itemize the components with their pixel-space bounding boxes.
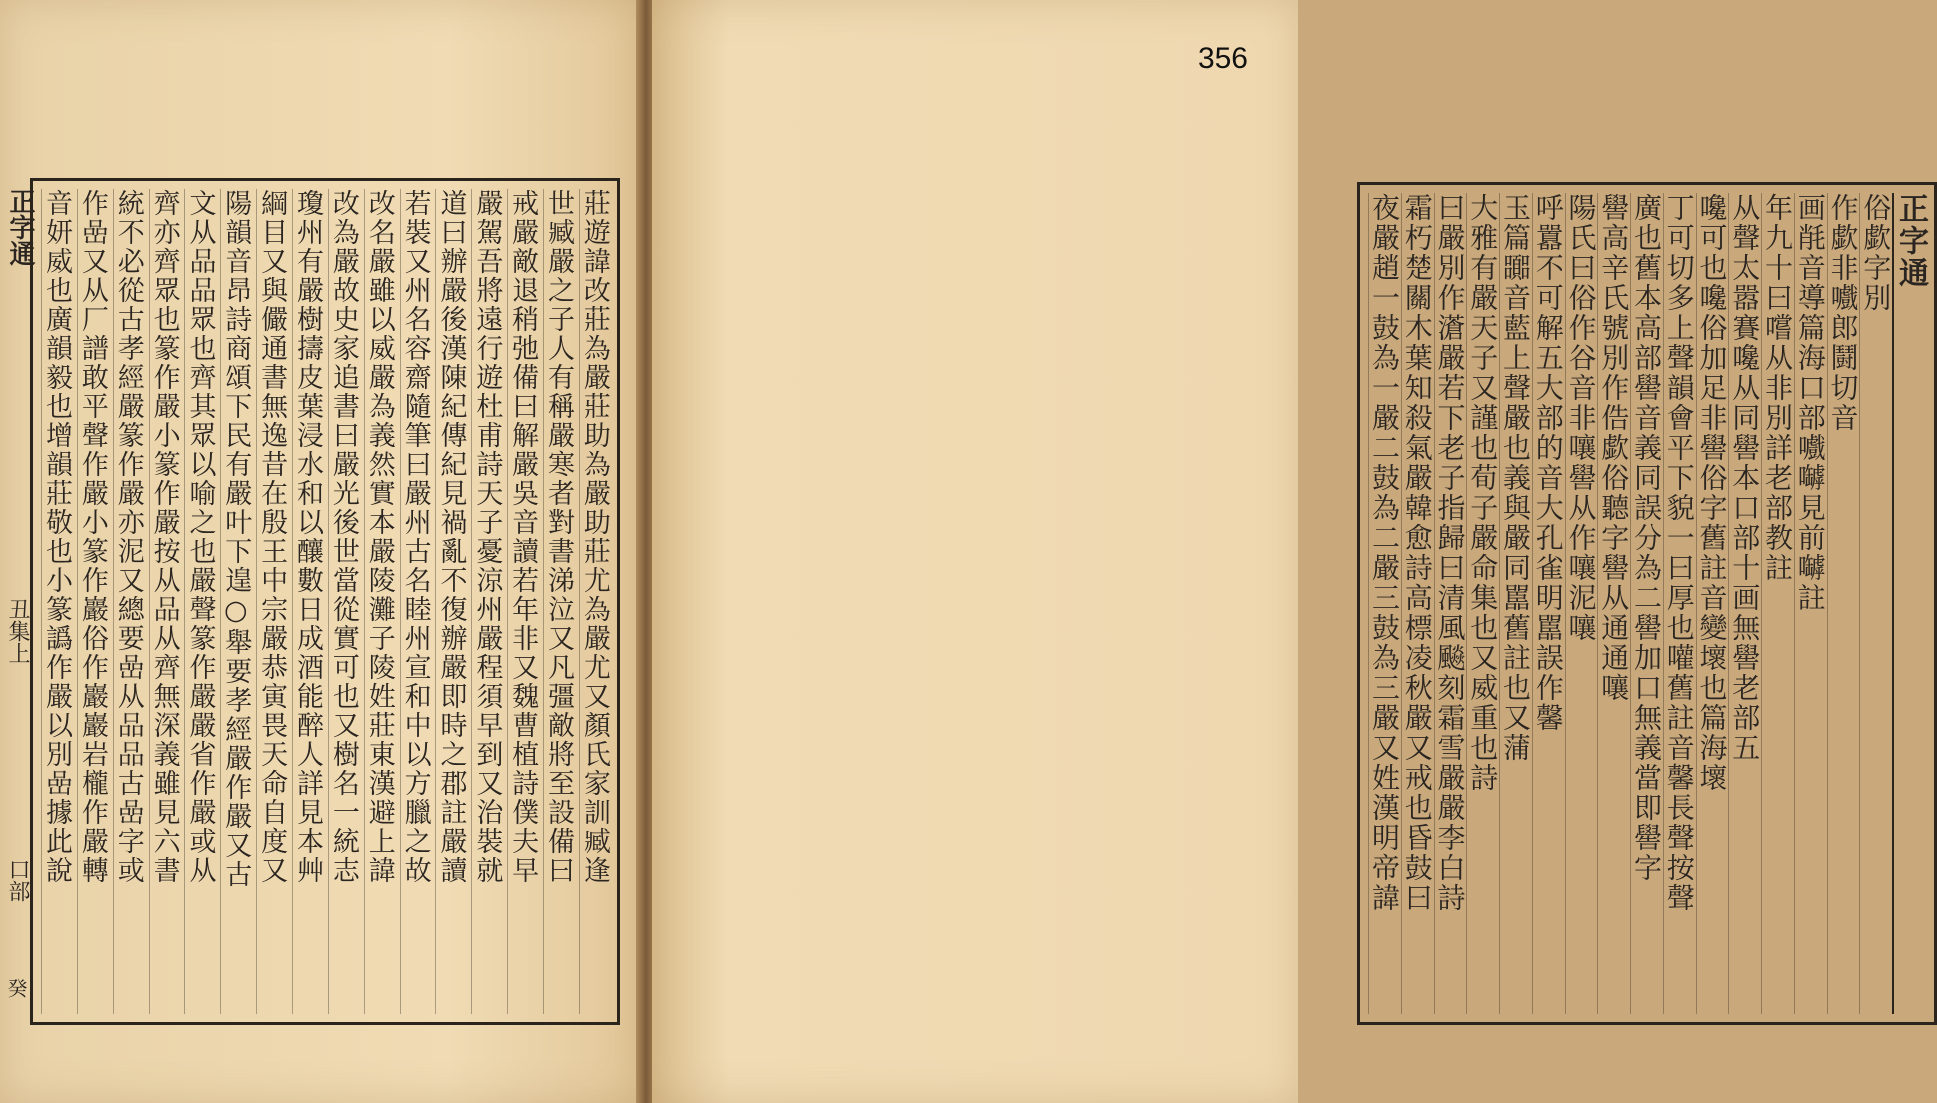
text-column: 年九十曰嚐从非別詳老部教註 xyxy=(1761,193,1792,1014)
text-column: 呼囂不可解五大部的音大孔雀明嚚誤作馨 xyxy=(1532,193,1563,1014)
left-band-folio: 癸 xyxy=(4,978,28,998)
text-column: 改名嚴雖以威嚴為義然實本嚴陵灘子陵姓莊東漢避上諱 xyxy=(364,189,394,1014)
text-column: 玉篇嚻音藍上聲嚴也義與嚴同嚚舊註也又蒲 xyxy=(1499,193,1530,1014)
page-number: 356 xyxy=(1197,42,1248,75)
right-text-frame xyxy=(1357,182,1937,1025)
left-columns xyxy=(41,189,609,1014)
text-column: 陽氏曰俗作谷音非嚷嚳从作嚷泥嚷 xyxy=(1565,193,1596,1014)
text-column: 廣也舊本高部嚳音義同誤分為二嚳加口無義當即嚳字 xyxy=(1630,193,1661,1014)
text-column: 画㲖音導篇海口部嚱嚹見前嚹註 xyxy=(1794,193,1825,1014)
left-band-radical: 口部 xyxy=(5,858,30,902)
text-column: 道曰辦嚴後漢陳紀傳紀見禍亂不復辦嚴即時之郡註嚴讀 xyxy=(435,189,465,1014)
text-column: 俗歔字別 xyxy=(1859,193,1890,1014)
text-column: 綱目又與儼通書無逸昔在殷王中宗嚴恭寅畏天命自度又 xyxy=(256,189,286,1014)
right-page xyxy=(652,0,1928,1103)
text-column: 陽韻音昂詩商頌下民有嚴叶下遑○舉要孝經嚴作嚴又古 xyxy=(220,189,250,1014)
text-column: 世臧嚴之子人有稱嚴寒者對書涕泣又凡彊敵將至設備曰 xyxy=(543,189,573,1014)
text-column: 若裝又州名容齋隨筆曰嚴州古名睦州宣和中以方臘之故 xyxy=(400,189,430,1014)
left-band-title: 正字通 xyxy=(5,188,35,266)
text-column: 統不必從古孝經嚴篆作嚴亦泥又總要嵒从品品古嵒字或 xyxy=(113,189,143,1014)
left-page xyxy=(0,0,640,1103)
text-column: 瓊州有嚴樹擣皮葉浸水和以釀數日成酒能醉人詳見本艸 xyxy=(292,189,322,1014)
text-column: 夜嚴趙一鼓為一嚴二鼓為二嚴三鼓為三嚴又姓漢明帝諱 xyxy=(1368,193,1399,1014)
left-margin-band xyxy=(0,178,35,1025)
right-columns xyxy=(1368,193,1926,1014)
text-column: 大雅有嚴天子又謹也荀子嚴命集也又威重也詩 xyxy=(1466,193,1497,1014)
text-column: 嚳高辛氏號別作俈歔俗聽字嚳从通通嚷 xyxy=(1597,193,1628,1014)
text-column: 嚵可也嚵俗加足非嚳俗字舊註音變壞也篇海壞 xyxy=(1696,193,1727,1014)
right-band-title: 正字通 xyxy=(1892,193,1926,1014)
text-column: 音妍威也廣韻毅也增韻莊敬也小篆譌作嚴以別嵒據此說 xyxy=(41,189,71,1014)
text-column: 改為嚴故史家追書曰嚴光後世當從實可也又樹名一統志 xyxy=(328,189,358,1014)
left-band-section: 丑集上 xyxy=(5,598,30,664)
text-column: 齊亦齊眾也篆作嚴小篆作嚴按从品从齊無深義雖見六書 xyxy=(149,189,179,1014)
text-column: 莊遊諱改莊為嚴莊助為嚴助莊尤為嚴尤又顏氏家訓臧逢 xyxy=(579,189,609,1014)
text-column: 从聲太嚣賽嚵从同嚳本口部十画無嚳老部五 xyxy=(1728,193,1759,1014)
text-column: 作嵒又从厂譜敢平聲作嚴小篆作巖俗作巖巖岩櫳作嚴轉 xyxy=(77,189,107,1014)
text-column: 戒嚴敵退稍弛備曰解嚴吳音讀若年非又魏曹植詩僕夫早 xyxy=(507,189,537,1014)
left-text-frame xyxy=(30,178,620,1025)
text-column: 丁可切多上聲韻會平下貌一曰厚也嚾舊註音馨長聲按聲 xyxy=(1663,193,1694,1014)
text-column: 作歔非嚱郎鬪切音 xyxy=(1827,193,1858,1014)
text-column: 文从品品眾也齊其眾以喻之也嚴聲篆作嚴嚴省作嚴或从 xyxy=(184,189,214,1014)
text-column: 霜朽楚關木葉知殺氣嚴韓愈詩高標凌秋嚴又戒也昏鼓曰 xyxy=(1401,193,1432,1014)
text-column: 曰嚴別作濸嚴若下老子指歸曰清風飈刻霜雪嚴嚴李白詩 xyxy=(1434,193,1465,1014)
text-column: 嚴駕吾將遠行遊杜甫詩天子憂涼州嚴程須早到又治裝就 xyxy=(471,189,501,1014)
